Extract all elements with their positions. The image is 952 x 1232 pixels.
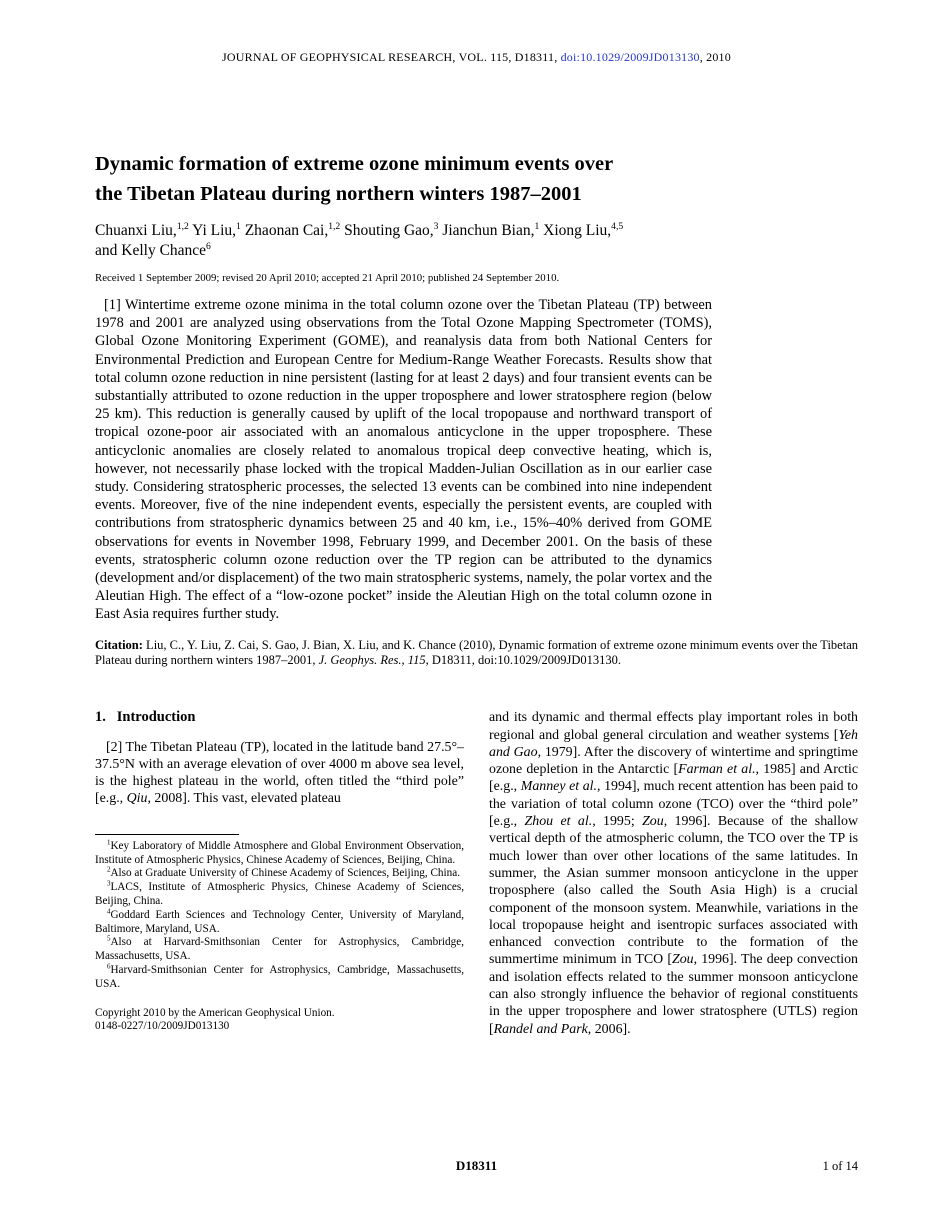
footnote-text-1: Key Laboratory of Middle Atmosphere and Global Environment Observation, Institute of Atmospheric Physics, Chinese Academy of Sciences, Beijing, China.	[95, 839, 464, 866]
author-line-2: and Kelly Chance$^6$	[95, 240, 211, 259]
footnote-text-5: Also at Harvard-Smithsonian Center for Astrophysics, Cambridge, Massachusetts, USA.	[95, 936, 464, 963]
footnote-marker-6: 6	[107, 962, 111, 971]
paper-title-line-1: Dynamic formation of extreme ozone minimum events over	[95, 153, 614, 175]
footnote-text-6: Harvard-Smithsonian Center for Astrophysics, Cambridge, Massachusetts, USA.	[95, 963, 464, 990]
footnote-item-1	[95, 840, 464, 868]
copyright-line-2: 0148-0227/10/2009JD013130	[95, 1020, 230, 1033]
page-footer	[95, 1158, 858, 1174]
footnote-item-3	[95, 881, 464, 909]
author-line-1: Chuanxi Liu,$^{1,2}$ Yi Liu,$^1$ Zhaonan Cai,$^{1,2}$ Shouting Gao,$^3$ Jianchun Bian,$^1$ Xiong Liu,$^{4,5}$	[95, 220, 624, 239]
right-column-paragraph: and its dynamic and thermal effects play important roles in both regional and global general circulation and weather systems [Yeh and Gao, 1979]. After the discovery of wintertime and springtime ozone depletion in the Antarctic [Farman et al., 1985] and Arctic [e.g., Manney et al., 1994], much recent attention has been paid to the variation of total column ozone (TCO) over the “third pole” [e.g., Zhou et al., 1995; Zou, 1996]. Because of the shallow vertical depth of the atmospheric column, the TCO over the TP is much lower than over other locations of the same latitudes. In summer, the Asian summer monsoon anticyclone in the upper troposphere (also called the South Asia High) is a crucial component of the monsoon system. Meanwhile, variations in the local tropopause height and isentropic surfaces associated with enhanced convection contribute to the formation of the summertime minimum in TCO [Zou, 1996]. The deep convection and isolation effects related to the summer monsoon anticyclone can also strongly influence the behavior of regional constituents in the upper troposphere and lower stratosphere (UTLS) region [Randel and Park, 2006].	[489, 710, 859, 1037]
two-column-body	[95, 709, 858, 1038]
paper-title-line-2: the Tibetan Plateau during northern winters 1987–2001	[95, 183, 582, 205]
doi-link[interactable]: doi:10.1029/2009JD013130	[560, 50, 700, 64]
journal-header-line: JOURNAL OF GEOPHYSICAL RESEARCH, VOL. 115, D18311, doi:10.1029/2009JD013130, 2010	[222, 50, 731, 64]
footnote-text-4: Goddard Earth Sciences and Technology Center, University of Maryland, Baltimore, Maryland, USA.	[95, 908, 464, 935]
introduction-paragraph: [2] The Tibetan Plateau (TP), located in the latitude band 27.5°–37.5°N with an average elevation of over 4000 m above sea level, is the highest plateau in the world, often titled the “third pole” [e.g., Qiu, 2008]. This vast, elevated plateau	[95, 739, 464, 807]
left-column	[95, 709, 464, 1038]
footer-article-id: D18311	[455, 1158, 498, 1173]
footnote-item-5	[95, 936, 464, 964]
footnote-item-2	[95, 867, 464, 881]
author-list	[95, 221, 858, 261]
footnote-item-4	[95, 906, 464, 937]
footnote-text-3: LACS, Institute of Atmospheric Physics, Chinese Academy of Sciences, Beijing, China.	[95, 881, 464, 907]
footnote-divider	[95, 834, 239, 835]
footnote-marker-2: 2	[107, 865, 111, 874]
abstract-paragraph: [1] Wintertime extreme ozone minima in the total column ozone over the Tibetan Plateau (TP) between 1978 and 2001 are analyzed using observations from the Total Ozone Mapping Spectrometer (TOMS), Global Ozone Monitoring Experiment (GOME), and reanalysis data from both National Centers for Environmental Prediction and European Centre for Medium-Range Weather Forecasts. Results show that total column ozone reduction in nine persistent (lasting for at least 2 days) and four transient events can be substantially attributed to ozone reduction in the upper troposphere and lower stratosphere region (below 25 km). This reduction is generally caused by uplift of the local tropopause and northward transport of tropical ozone-poor air associated with an anomalous anticyclone in the upper troposphere. These anticyclonic anomalies are closely related to anomalous tropical deep convective heating, which is, however, not necessarily phase locked with the tropical Madden-Julian Oscillation as in our earlier case study. Considering stratospheric processes, the selected 13 events can be combined into nine independent events. Moreover, five of the nine independent events, especially the persistent events, are coupled with contributions from stratospheric dynamics between 25 and 40 km, i.e., 15%–40% derived from GOME observations for events in November 1998, February 1999, and December 2001. On the basis of these events, stratospheric column ozone reduction over the TP region can be attributed to the dynamics (development and/or displacement) of the two main stratospheric systems, namely, the polar vortex and the Aleutian High. The effect of a “low-ozone pocket” inside the Aleutian High on the total column ozone in East Asia requires further study.	[95, 297, 712, 623]
copyright-line-1: Copyright 2010 by the American Geophysical Union.	[95, 1006, 335, 1019]
footnote-block	[95, 834, 464, 1034]
page-content	[95, 0, 858, 1038]
copyright-block	[95, 1007, 464, 1035]
footer-page-number: 1 of 14	[822, 1159, 858, 1173]
footnote-marker-1: 1	[107, 838, 111, 846]
footnote-item-6	[95, 964, 464, 992]
received-dates-line: Received 1 September 2009; revised 20 April 2010; accepted 21 April 2010; published 24 September 2010.	[95, 272, 560, 284]
citation-paragraph: Citation: Liu, C., Y. Liu, Z. Cai, S. Gao, J. Bian, X. Liu, and K. Chance (2010), Dynamic formation of extreme ozone minimum events over the Tibetan Plateau during northern winters 1987–2001, J. Geophys. Res., 115, D18311, doi:10.1029/2009JD013130.	[95, 637, 858, 668]
right-column	[489, 709, 858, 1038]
footnote-text-2: Also at Graduate University of Chinese Academy of Sciences, Beijing, China.	[110, 867, 460, 880]
footnote-marker-5: 5	[107, 934, 111, 943]
footnote-marker-3: 3	[107, 879, 111, 888]
paper-title	[95, 149, 858, 209]
footnote-marker-4: 4	[107, 906, 111, 915]
section-heading-introduction: 1. Introduction	[95, 709, 196, 726]
